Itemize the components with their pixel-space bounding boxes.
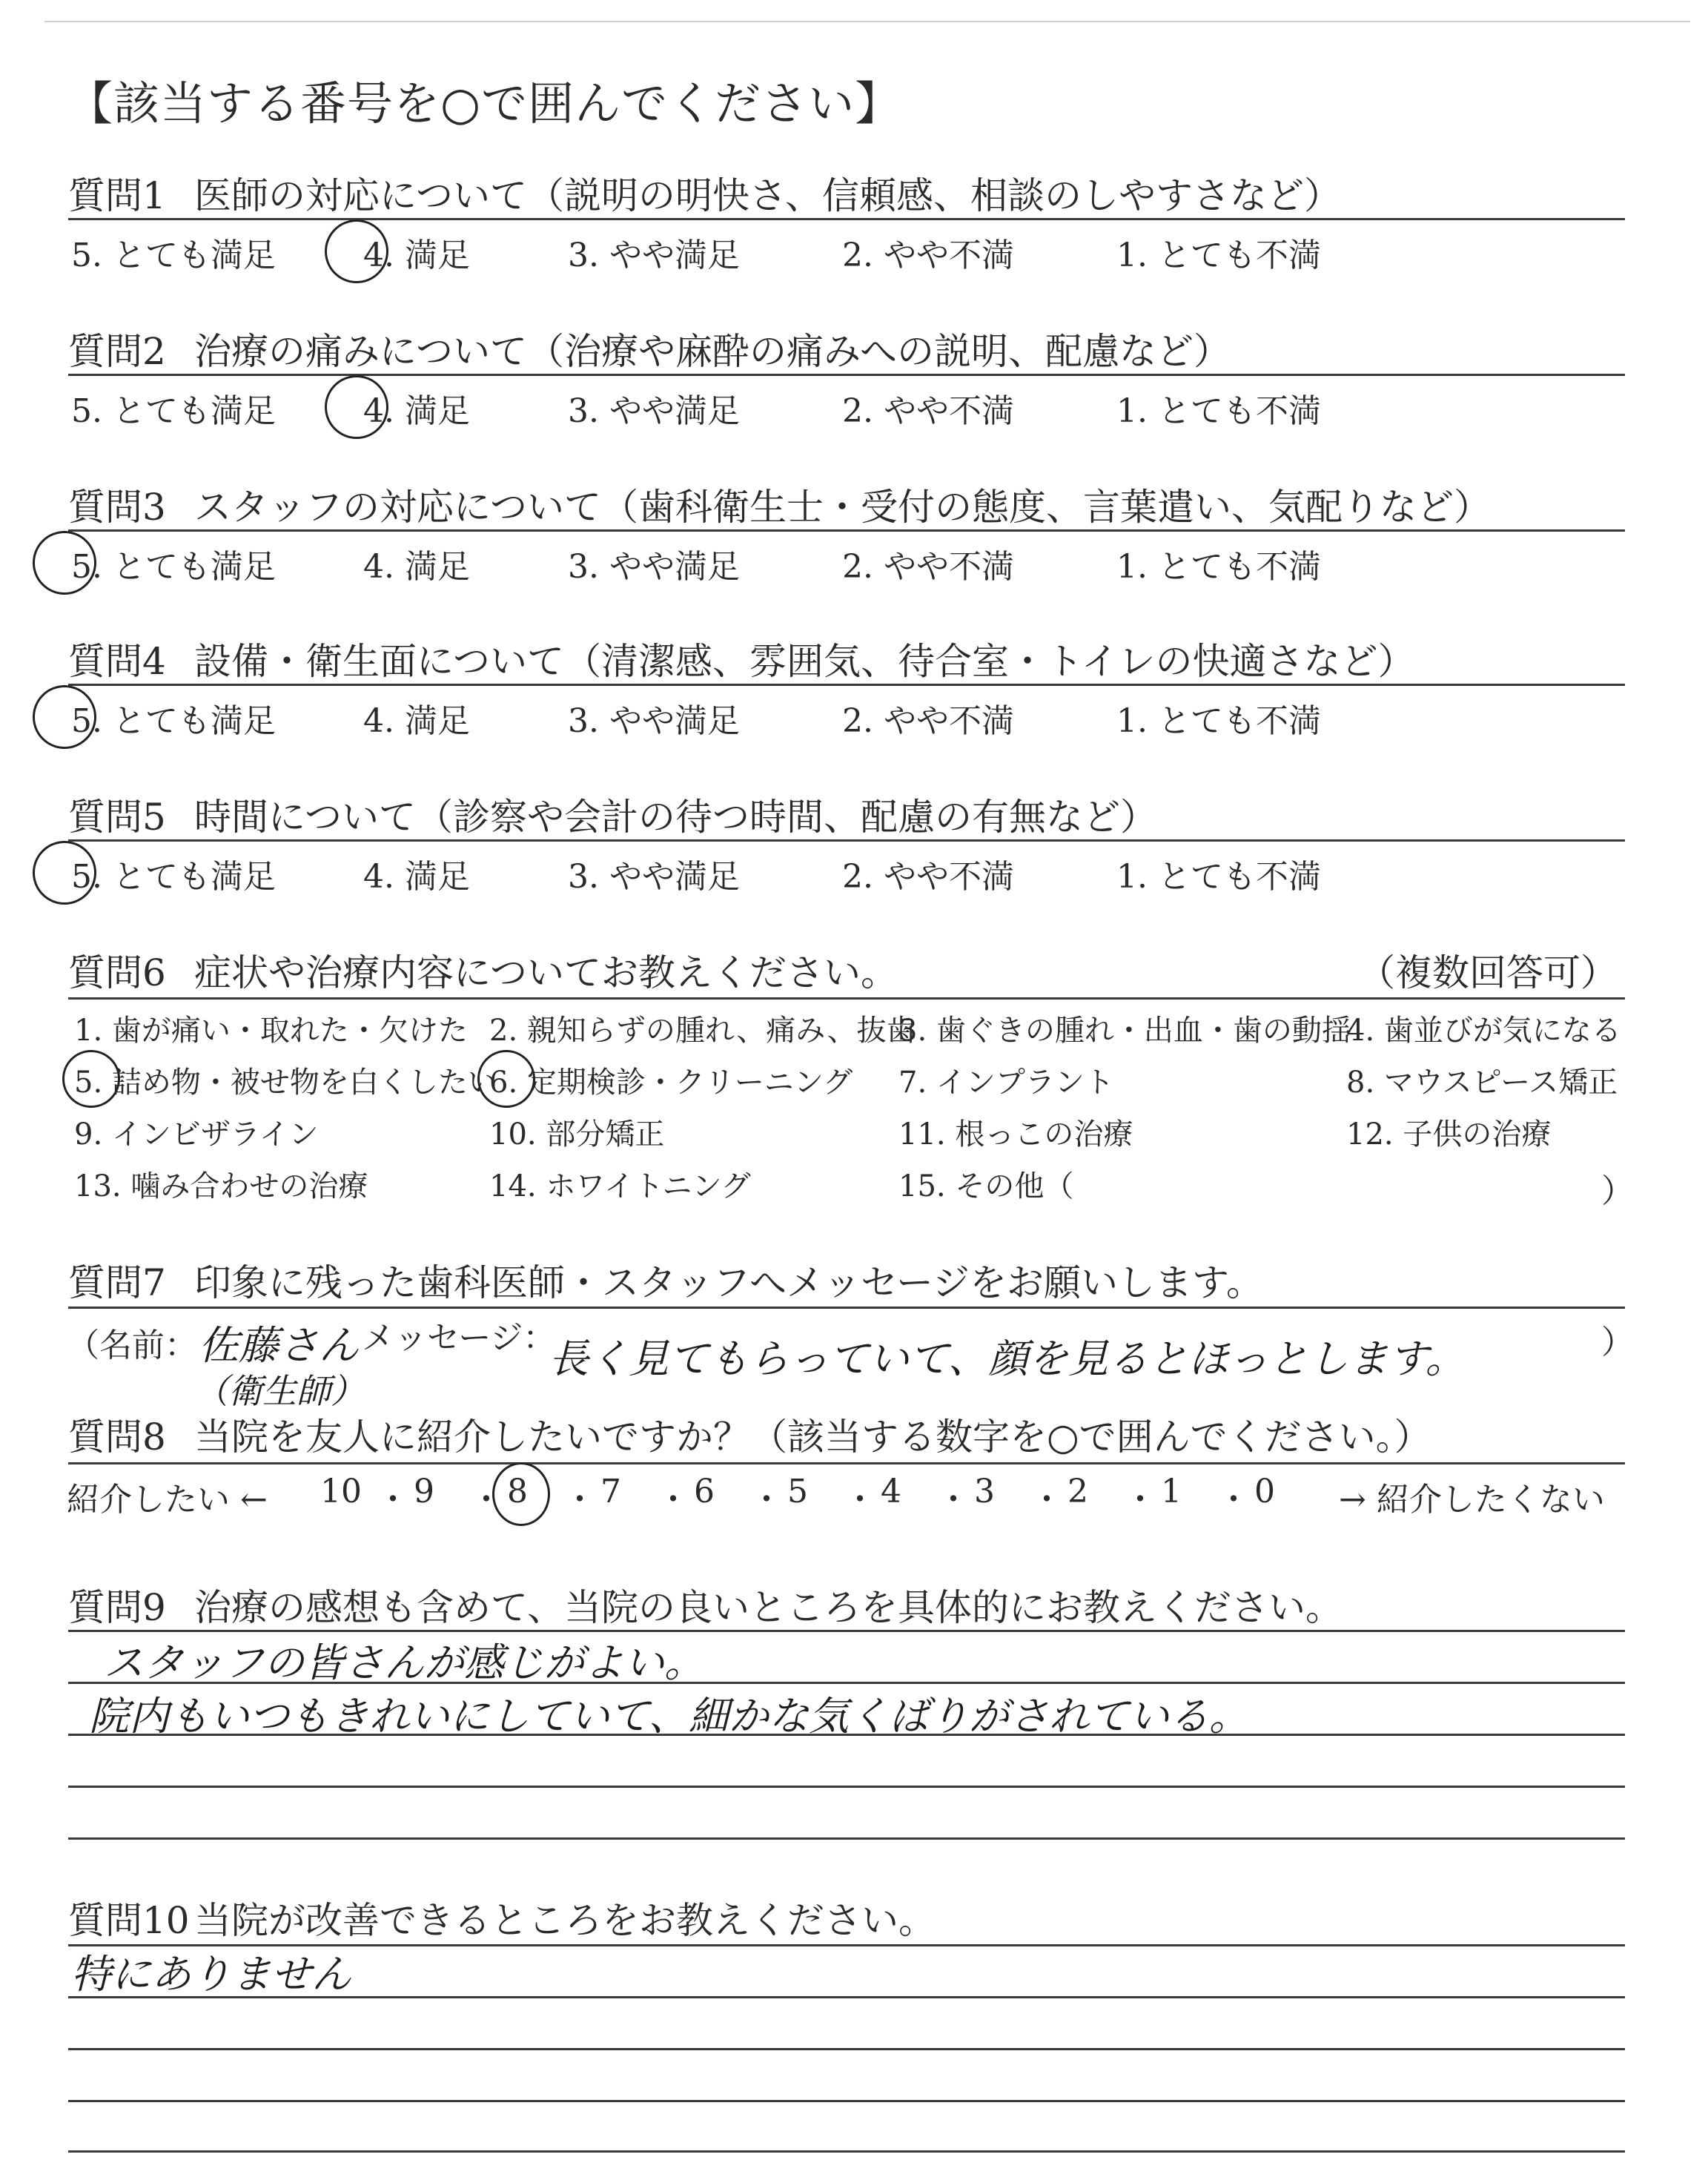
question-5-rule xyxy=(68,839,1625,842)
question-text: 当院が改善できるところをお教えください。 xyxy=(194,1899,936,1942)
question-number: 質問1 xyxy=(68,174,166,217)
q6-other-close: ） xyxy=(1601,1172,1634,1210)
question-text: スタッフの対応について（歯科衛生士・受付の態度、言葉遣い、気配りなど） xyxy=(194,486,1491,529)
selection-circle xyxy=(492,1462,550,1526)
selection-circle xyxy=(325,375,388,439)
q6-option-14[interactable]: 14. ホワイトニング xyxy=(489,1169,751,1203)
rating-option-2[interactable]: 2. やや不満 xyxy=(842,392,1014,430)
q8-scale-separator: ・ xyxy=(1030,1481,1063,1519)
q7-rule xyxy=(68,1307,1625,1309)
rating-option-2[interactable]: 2. やや不満 xyxy=(842,237,1014,274)
question-text: 設備・衛生面について（清潔感、雰囲気、待合室・トイレの快適さなど） xyxy=(194,640,1415,683)
q9-answer-2: 院内もいつもきれいにしていて、細かな気くばりがされている。 xyxy=(89,1693,1249,1740)
q8-scale-1[interactable]: 1 xyxy=(1161,1473,1182,1510)
q7-name-label: （名前： xyxy=(67,1327,197,1364)
q8-scale-separator: ・ xyxy=(937,1481,970,1519)
q6-option-10[interactable]: 10. 部分矯正 xyxy=(489,1117,665,1152)
rating-option-1[interactable]: 1. とても不満 xyxy=(1116,702,1321,740)
q7-message-label: メッセージ： xyxy=(362,1319,556,1357)
rating-option-3[interactable]: 3. やや満足 xyxy=(568,548,740,586)
question-text: 時間について（診察や会計の待つ時間、配慮の有無など） xyxy=(194,796,1157,839)
q6-heading xyxy=(68,943,898,997)
selection-circle xyxy=(33,531,96,595)
question-text: 治療の痛みについて（治療や麻酔の痛みへの説明、配慮など） xyxy=(194,330,1231,373)
question-number: 質問4 xyxy=(68,640,166,683)
rating-option-5[interactable]: 5. とても満足 xyxy=(71,548,276,586)
q8-scale-separator: ・ xyxy=(1124,1481,1156,1519)
q6-option-4[interactable]: 4. 歯並びが気になる xyxy=(1346,1014,1621,1048)
q6-option-8[interactable]: 8. マウスピース矯正 xyxy=(1346,1066,1618,1100)
question-4-rule xyxy=(68,684,1625,686)
rating-option-4[interactable]: 4. 満足 xyxy=(363,392,470,430)
selection-circle xyxy=(325,219,388,283)
question-text: 治療の感想も含めて、当院の良いところを具体的にお教えください。 xyxy=(194,1586,1343,1629)
page-top-edge xyxy=(44,21,1690,22)
question-number: 質問8 xyxy=(68,1416,166,1459)
rating-option-5[interactable]: 5. とても満足 xyxy=(71,392,276,430)
q6-option-3[interactable]: 3. 歯ぐきの腫れ・出血・歯の動揺 xyxy=(898,1014,1351,1048)
q8-scale-8[interactable]: 8 xyxy=(507,1473,528,1510)
q7-message-value: 長く見てもらっていて、顔を見るとほっとします。 xyxy=(549,1335,1466,1382)
q6-rule xyxy=(68,997,1625,1000)
q8-scale-separator: ・ xyxy=(470,1481,503,1519)
question-text: 医師の対応について（説明の明快さ、信頼感、相談のしやすさなど） xyxy=(194,174,1341,217)
rating-option-1[interactable]: 1. とても不満 xyxy=(1116,392,1321,430)
question-number: 質問10 xyxy=(68,1899,190,1942)
question-text: 症状や治療内容についてお教えください。 xyxy=(194,951,898,994)
question-number: 質問3 xyxy=(68,486,166,529)
question-4-heading xyxy=(68,632,1415,685)
rating-option-1[interactable]: 1. とても不満 xyxy=(1116,548,1321,586)
question-1-heading xyxy=(68,166,1341,219)
question-2-heading xyxy=(68,322,1231,375)
rating-option-3[interactable]: 3. やや満足 xyxy=(568,858,740,896)
rating-option-3[interactable]: 3. やや満足 xyxy=(568,702,740,740)
q6-option-11[interactable]: 11. 根っこの治療 xyxy=(898,1117,1133,1152)
q9-line xyxy=(68,1837,1625,1840)
q8-scale-9[interactable]: 9 xyxy=(414,1473,434,1510)
q8-left-label: 紹介したい ← xyxy=(67,1481,268,1519)
q6-option-1[interactable]: 1. 歯が痛い・取れた・欠けた xyxy=(74,1014,468,1048)
q10-line xyxy=(68,2100,1625,2102)
q8-scale-5[interactable]: 5 xyxy=(787,1473,808,1510)
question-3-heading xyxy=(68,478,1491,531)
question-5-heading xyxy=(68,787,1157,841)
q10-heading xyxy=(68,1891,936,1944)
question-number: 質問2 xyxy=(68,330,166,373)
question-number: 質問9 xyxy=(68,1586,166,1629)
q7-heading xyxy=(68,1253,1263,1307)
rating-option-3[interactable]: 3. やや満足 xyxy=(568,237,740,274)
q7-name-sub: （衛生師） xyxy=(194,1371,365,1411)
rating-option-2[interactable]: 2. やや不満 xyxy=(842,858,1014,896)
q8-scale-10[interactable]: 10 xyxy=(320,1473,362,1510)
q8-right-label: → 紹介したくない xyxy=(1339,1481,1605,1519)
question-text: 当院を友人に紹介したいですか？（該当する数字を○で囲んでください。） xyxy=(194,1416,1431,1459)
question-3-rule xyxy=(68,529,1625,532)
q6-option-2[interactable]: 2. 親知らずの腫れ、痛み、抜歯 xyxy=(489,1014,916,1048)
q6-note: （複数回答可） xyxy=(1358,951,1618,994)
selection-circle xyxy=(477,1050,535,1108)
question-2-rule xyxy=(68,374,1625,376)
q10-line xyxy=(68,2048,1625,2050)
q8-rule xyxy=(68,1462,1625,1464)
rating-option-5[interactable]: 5. とても満足 xyxy=(71,858,276,896)
q8-scale-7[interactable]: 7 xyxy=(600,1473,621,1510)
rating-option-5[interactable]: 5. とても満足 xyxy=(71,237,276,274)
q10-line xyxy=(68,2150,1625,2153)
rating-option-2[interactable]: 2. やや不満 xyxy=(842,702,1014,740)
q7-name-value: 佐藤さん xyxy=(199,1322,359,1369)
rating-option-3[interactable]: 3. やや満足 xyxy=(568,392,740,430)
q6-option-13[interactable]: 13. 噛み合わせの治療 xyxy=(74,1169,368,1203)
q8-scale-3[interactable]: 3 xyxy=(974,1473,995,1510)
rating-option-1[interactable]: 1. とても不満 xyxy=(1116,858,1321,896)
q8-scale-separator: ・ xyxy=(657,1481,689,1519)
q6-option-6[interactable]: 6. 定期検診・クリーニング xyxy=(489,1066,853,1100)
rating-option-4[interactable]: 4. 満足 xyxy=(363,237,470,274)
rating-option-4[interactable]: 4. 満足 xyxy=(363,702,470,740)
q8-scale-0[interactable]: 0 xyxy=(1254,1473,1275,1510)
rating-option-1[interactable]: 1. とても不満 xyxy=(1116,237,1321,274)
q8-scale-2[interactable]: 2 xyxy=(1068,1473,1088,1510)
q8-scale-separator: ・ xyxy=(563,1481,596,1519)
q8-scale-separator: ・ xyxy=(750,1481,783,1519)
question-1-rule xyxy=(68,218,1625,220)
q8-scale-separator: ・ xyxy=(844,1481,876,1519)
q9-answer-1: スタッフの皆さんが感じがよい。 xyxy=(104,1639,704,1686)
q9-line xyxy=(68,1786,1625,1788)
q10-answer-1: 特にありません xyxy=(71,1951,351,1998)
q7-close: ） xyxy=(1601,1324,1634,1361)
q8-heading xyxy=(68,1407,1431,1461)
q8-scale-separator: ・ xyxy=(377,1481,409,1519)
question-text: 印象に残った歯科医師・スタッフへメッセージをお願いします。 xyxy=(194,1261,1263,1304)
rating-option-2[interactable]: 2. やや不満 xyxy=(842,548,1014,586)
q8-scale-6[interactable]: 6 xyxy=(694,1473,715,1510)
question-number: 質問6 xyxy=(68,951,166,994)
rating-option-5[interactable]: 5. とても満足 xyxy=(71,702,276,740)
q6-option-5[interactable]: 5. 詰め物・被せ物を白くしたい xyxy=(74,1066,497,1100)
question-number: 質問7 xyxy=(68,1261,166,1304)
page-title: 【該当する番号を○で囲んでください】 xyxy=(67,76,902,131)
q6-option-15[interactable]: 15. その他（ xyxy=(898,1169,1074,1203)
selection-circle xyxy=(62,1050,120,1108)
q8-scale-separator: ・ xyxy=(1217,1481,1250,1519)
q6-option-9[interactable]: 9. インビザライン xyxy=(74,1117,319,1152)
q6-option-7[interactable]: 7. インプラント xyxy=(898,1066,1114,1100)
q6-option-12[interactable]: 12. 子供の治療 xyxy=(1346,1117,1552,1152)
question-number: 質問5 xyxy=(68,796,166,839)
rating-option-4[interactable]: 4. 満足 xyxy=(363,858,470,896)
q9-heading xyxy=(68,1578,1343,1631)
rating-option-4[interactable]: 4. 満足 xyxy=(363,548,470,586)
selection-circle xyxy=(33,841,96,905)
selection-circle xyxy=(33,685,96,749)
q8-scale-4[interactable]: 4 xyxy=(881,1473,901,1510)
